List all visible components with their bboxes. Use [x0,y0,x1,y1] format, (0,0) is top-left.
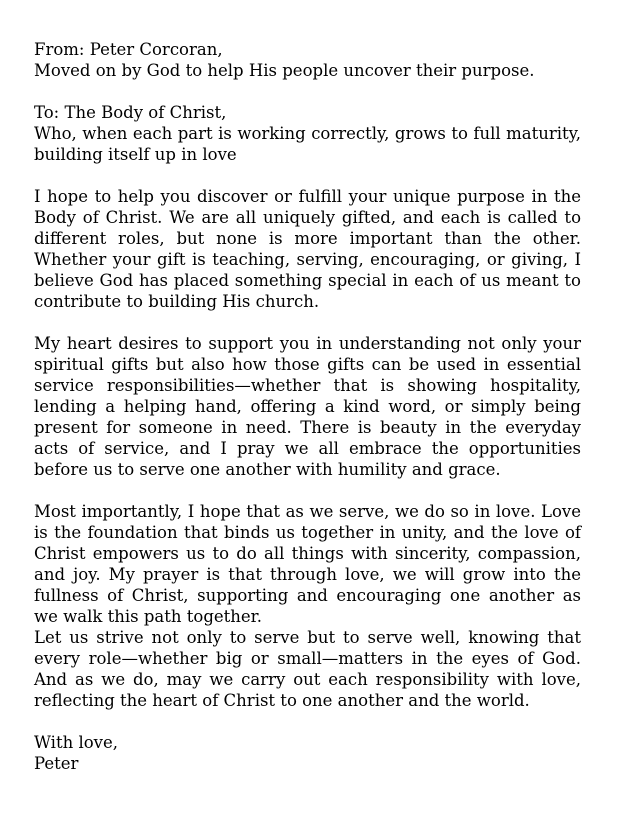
sender-name: From: Peter Corcoran, [34,40,223,59]
letter-page [34,39,581,795]
recipient-description: Who, when each part is working correctly, grows to full maturity, building itself up in love [34,124,581,164]
closing-signature: Peter [34,754,79,773]
sender-block [34,39,581,81]
body-paragraph-4: Let us strive not only to serve but to serve well, knowing that every role—whether big or small—matters in the eyes of God. And as we do, may we carry out each responsibility with love, reflecting the heart of Christ to one another and the world. [34,628,581,710]
sender-description: Moved on by God to help His people uncover their purpose. [34,61,535,80]
recipient-name: To: The Body of Christ, [34,103,227,122]
body-paragraph-1: I hope to help you discover or fulfill your unique purpose in the Body of Christ. We are all uniquely gifted, and each is called to different roles, but none is more important than the other. Whether your gift is teaching, serving, encouraging, or giving, I believe God has placed something special in each of us meant to contribute to building His church. [34,187,581,311]
body-paragraph-2: My heart desires to support you in understanding not only your spiritual gifts but also how those gifts can be used in essential service responsibilities—whether that is showing hospitality, lending a helping hand, offering a kind word, or simply being present for someone in need. There is beauty in the everyday acts of service, and I pray we all embrace the opportunities before us to serve one another with humility and grace. [34,334,581,479]
closing-block [34,732,581,774]
body-paragraph-3: Most importantly, I hope that as we serve, we do so in love. Love is the foundation that binds us together in unity, and the love of Christ empowers us to do all things with sincerity, compassion, and joy. My prayer is that through love, we will grow into the fullness of Christ, supporting and encouraging one another as we walk this path together. [34,502,581,626]
recipient-block [34,102,581,165]
closing-salutation: With love, [34,733,118,752]
